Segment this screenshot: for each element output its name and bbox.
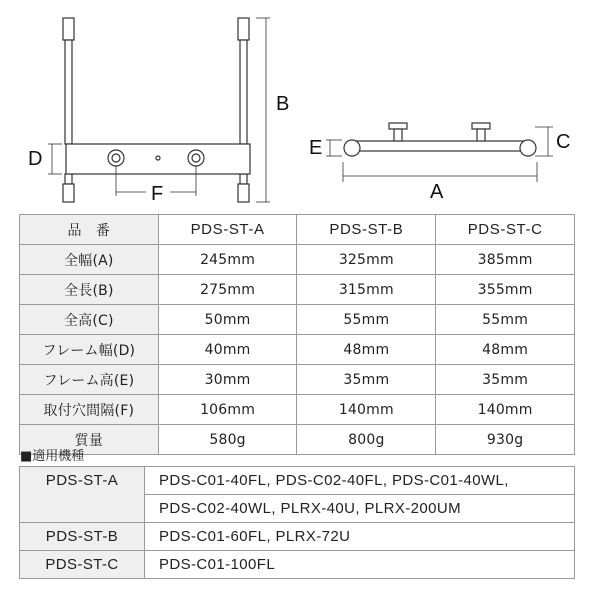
spec-table <box>19 214 575 455</box>
row-value: 140mm <box>436 395 575 425</box>
row-label: 全高(C) <box>20 305 159 335</box>
side-end-right <box>520 140 536 156</box>
spec-header-model: PDS-ST-A <box>158 215 297 245</box>
compat-models-line: PDS-C01-40FL, PDS-C02-40FL, PDS-C01-40WL, <box>145 467 575 495</box>
row-value: 50mm <box>158 305 297 335</box>
row-value: 140mm <box>297 395 436 425</box>
row-value: 245mm <box>158 245 297 275</box>
side-end-left <box>344 140 360 156</box>
table-row <box>20 551 575 579</box>
row-value: 55mm <box>436 305 575 335</box>
row-value: 580g <box>158 425 297 455</box>
row-label: 質量 <box>20 425 159 455</box>
side-knob-left <box>389 123 407 129</box>
spec-header-row <box>20 215 575 245</box>
row-value: 930g <box>436 425 575 455</box>
left-leg <box>65 40 72 144</box>
label-b: B <box>276 93 290 115</box>
row-value: 48mm <box>436 335 575 365</box>
right-leg-top-cap <box>238 18 249 40</box>
row-value: 325mm <box>297 245 436 275</box>
row-label: フレーム幅(D) <box>20 335 159 365</box>
compat-models-line: PDS-C01-100FL <box>145 551 575 579</box>
row-value: 40mm <box>158 335 297 365</box>
table-row <box>20 335 575 365</box>
compat-model: PDS-ST-A <box>20 467 145 523</box>
row-label: 全長(B) <box>20 275 159 305</box>
knob-left <box>108 150 124 166</box>
label-a: A <box>430 181 444 203</box>
row-value: 48mm <box>297 335 436 365</box>
right-leg-foot <box>238 184 249 202</box>
row-label: 取付穴間隔(F) <box>20 395 159 425</box>
row-value: 30mm <box>158 365 297 395</box>
table-row <box>20 425 575 455</box>
label-e: E <box>309 137 323 159</box>
row-label: 全幅(A) <box>20 245 159 275</box>
row-label: フレーム高(E) <box>20 365 159 395</box>
label-d: D <box>28 148 43 170</box>
compat-models-line: PDS-C01-60FL, PLRX-72U <box>145 523 575 551</box>
spec-header-model: PDS-ST-C <box>436 215 575 245</box>
front-view <box>48 18 270 202</box>
row-value: 55mm <box>297 305 436 335</box>
label-f: F <box>151 183 164 205</box>
side-bar <box>350 141 530 151</box>
stand-diagram <box>0 0 600 212</box>
label-c: C <box>556 131 571 153</box>
spec-header-label: 品 番 <box>20 215 159 245</box>
table-row <box>20 245 575 275</box>
spec-header-model: PDS-ST-B <box>297 215 436 245</box>
right-leg <box>240 40 247 144</box>
table-row <box>20 275 575 305</box>
table-row <box>20 467 575 495</box>
left-leg-top-cap <box>63 18 74 40</box>
row-value: 35mm <box>297 365 436 395</box>
left-leg-lower <box>65 174 72 184</box>
table-row <box>20 365 575 395</box>
knob-right <box>188 150 204 166</box>
compat-title: ■適用機種 <box>20 449 85 464</box>
left-leg-foot <box>63 184 74 202</box>
table-row <box>20 523 575 551</box>
right-leg-lower <box>240 174 247 184</box>
compat-model: PDS-ST-C <box>20 551 145 579</box>
row-value: 355mm <box>436 275 575 305</box>
compat-model: PDS-ST-B <box>20 523 145 551</box>
row-value: 315mm <box>297 275 436 305</box>
table-row <box>20 305 575 335</box>
side-view <box>326 123 553 182</box>
row-value: 385mm <box>436 245 575 275</box>
row-value: 106mm <box>158 395 297 425</box>
row-value: 800g <box>297 425 436 455</box>
row-value: 275mm <box>158 275 297 305</box>
side-knob-right <box>472 123 490 129</box>
row-value: 35mm <box>436 365 575 395</box>
compat-table <box>19 466 575 579</box>
table-row <box>20 395 575 425</box>
compat-models-line: PDS-C02-40WL, PLRX-40U, PLRX-200UM <box>145 495 575 523</box>
frame-bar <box>66 144 250 174</box>
